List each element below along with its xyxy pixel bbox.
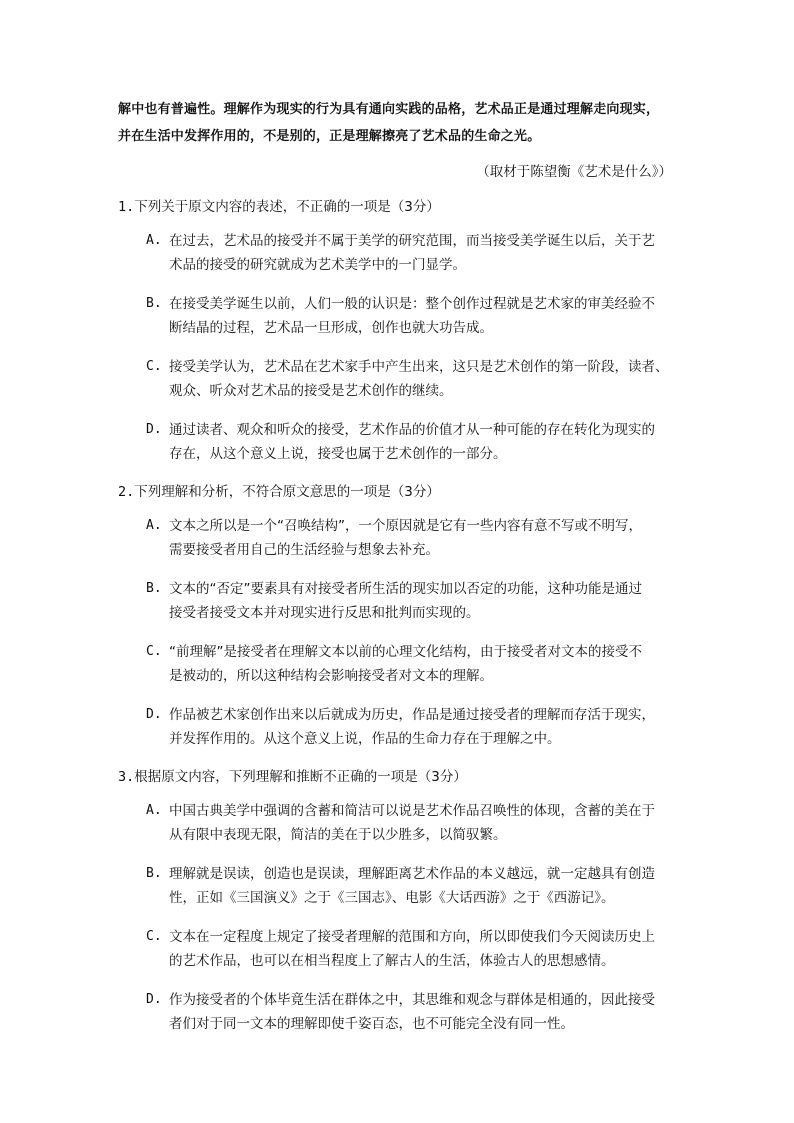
question-title xyxy=(118,196,688,218)
question-2 xyxy=(118,481,688,751)
option-letter: D. xyxy=(146,707,162,722)
option-c xyxy=(118,925,688,973)
passage-ending xyxy=(118,96,688,150)
option-line: 观众、听众对艺术品的接受是艺术创作的继续。 xyxy=(169,383,453,399)
option-letter: D. xyxy=(146,422,162,437)
passage-line: 并在生活中发挥作用的，不是别的，正是理解擦亮了艺术品的生命之光。 xyxy=(118,129,541,144)
question-title xyxy=(118,766,688,788)
option-line: 作为接受者的个体毕竟生活在群体之中，其思维和观念与群体是相通的，因此接受 xyxy=(169,992,655,1008)
option-line: 通过读者、观众和听众的接受，艺术作品的价值才从一种可能的存在转化为现实的 xyxy=(169,422,655,438)
option-b xyxy=(118,292,688,340)
option-line: 从有限中表现无限，简洁的美在于以少胜多，以简驭繁。 xyxy=(169,827,507,843)
option-line: 文本在一定程度上规定了接受者理解的范围和方向，所以即使我们今天阅读历史上 xyxy=(169,929,655,945)
option-letter: B. xyxy=(146,581,162,596)
question-number: 1. xyxy=(118,199,135,215)
option-line: 者们对于同一文本的理解即使千姿百态，也不可能完全没有同一性。 xyxy=(169,1016,574,1032)
option-letter: C. xyxy=(146,644,162,659)
option-line: “前理解”是接受者在理解文本以前的心理文化结构，由于接受者对文本的接受不 xyxy=(169,644,642,660)
question-text: 下列关于原文内容的表述，不正确的一项是（3分） xyxy=(134,199,440,215)
option-b xyxy=(118,862,688,910)
option-letter: A. xyxy=(146,233,162,248)
option-line: 文本的“否定”要素具有对接受者所生活的现实加以否定的功能，这种功能是通过 xyxy=(169,581,642,597)
question-3 xyxy=(118,766,688,1036)
option-line: 作品被艺术家创作出来以后就成为历史，作品是通过接受者的理解而存活于现实， xyxy=(169,707,655,723)
option-line: 接受美学认为，艺术品在艺术家手中产生出来，这只是艺术创作的第一阶段，读者、 xyxy=(169,359,669,375)
option-letter: C. xyxy=(146,359,162,374)
option-d xyxy=(118,703,688,751)
source-citation: （取材于陈望衡《艺术是什么》） xyxy=(476,164,672,180)
option-line: 文本之所以是一个“召唤结构”，一个原因就是它有一些内容有意不写或不明写， xyxy=(169,518,642,534)
question-title xyxy=(118,481,688,503)
option-line: 在过去，艺术品的接受并不属于美学的研究范围，而当接受美学诞生以后，关于艺 xyxy=(169,233,655,249)
option-c xyxy=(118,355,688,403)
option-c xyxy=(118,640,688,688)
option-d xyxy=(118,418,688,466)
option-letter: A. xyxy=(146,803,162,818)
option-line: 理解就是误读，创造也是误读，理解距离艺术作品的本义越远，就一定越具有创造 xyxy=(169,866,655,882)
question-list xyxy=(118,196,688,1051)
question-text: 下列理解和分析，不符合原文意思的一项是（3分） xyxy=(134,484,440,500)
option-a xyxy=(118,514,688,562)
question-text: 根据原文内容，下列理解和推断不正确的一项是（3分） xyxy=(134,769,467,785)
option-line: 并发挥作用的。从这个意义上说，作品的生命力存在于理解之中。 xyxy=(169,731,561,747)
option-d xyxy=(118,988,688,1036)
question-number: 3. xyxy=(118,769,135,785)
option-a xyxy=(118,799,688,847)
option-letter: B. xyxy=(146,866,162,881)
option-letter: B. xyxy=(146,296,162,311)
option-a xyxy=(118,229,688,277)
option-letter: D. xyxy=(146,992,162,1007)
option-line: 术品的接受的研究就成为艺术美学中的一门显学。 xyxy=(169,257,466,273)
option-line: 性，正如《三国演义》之于《三国志》、电影《大话西游》之于《西游记》。 xyxy=(169,890,615,906)
option-b xyxy=(118,577,688,625)
option-line: 中国古典美学中强调的含蓄和简洁可以说是艺术作品召唤性的体现，含蓄的美在于 xyxy=(169,803,655,819)
option-letter: A. xyxy=(146,518,162,533)
option-letter: C. xyxy=(146,929,162,944)
option-line: 在接受美学诞生以前，人们一般的认识是：整个创作过程就是艺术家的审美经验不 xyxy=(169,296,655,312)
passage-line: 解中也有普遍性。理解作为现实的行为具有通向实践的品格，艺术品正是通过理解走向现实， xyxy=(118,102,660,117)
question-number: 2. xyxy=(118,484,135,500)
option-line: 的艺术作品，也可以在相当程度上了解古人的生活，体验古人的思想感情。 xyxy=(169,953,615,969)
option-line: 存在，从这个意义上说，接受也属于艺术创作的一部分。 xyxy=(169,446,507,462)
option-line: 接受者接受文本并对现实进行反思和批判而实现的。 xyxy=(169,605,480,621)
option-line: 断结晶的过程，艺术品一旦形成，创作也就大功告成。 xyxy=(169,320,493,336)
option-line: 是被动的，所以这种结构会影响接受者对文本的理解。 xyxy=(169,668,493,684)
option-line: 需要接受者用自己的生活经验与想象去补充。 xyxy=(169,542,439,558)
question-1 xyxy=(118,196,688,466)
